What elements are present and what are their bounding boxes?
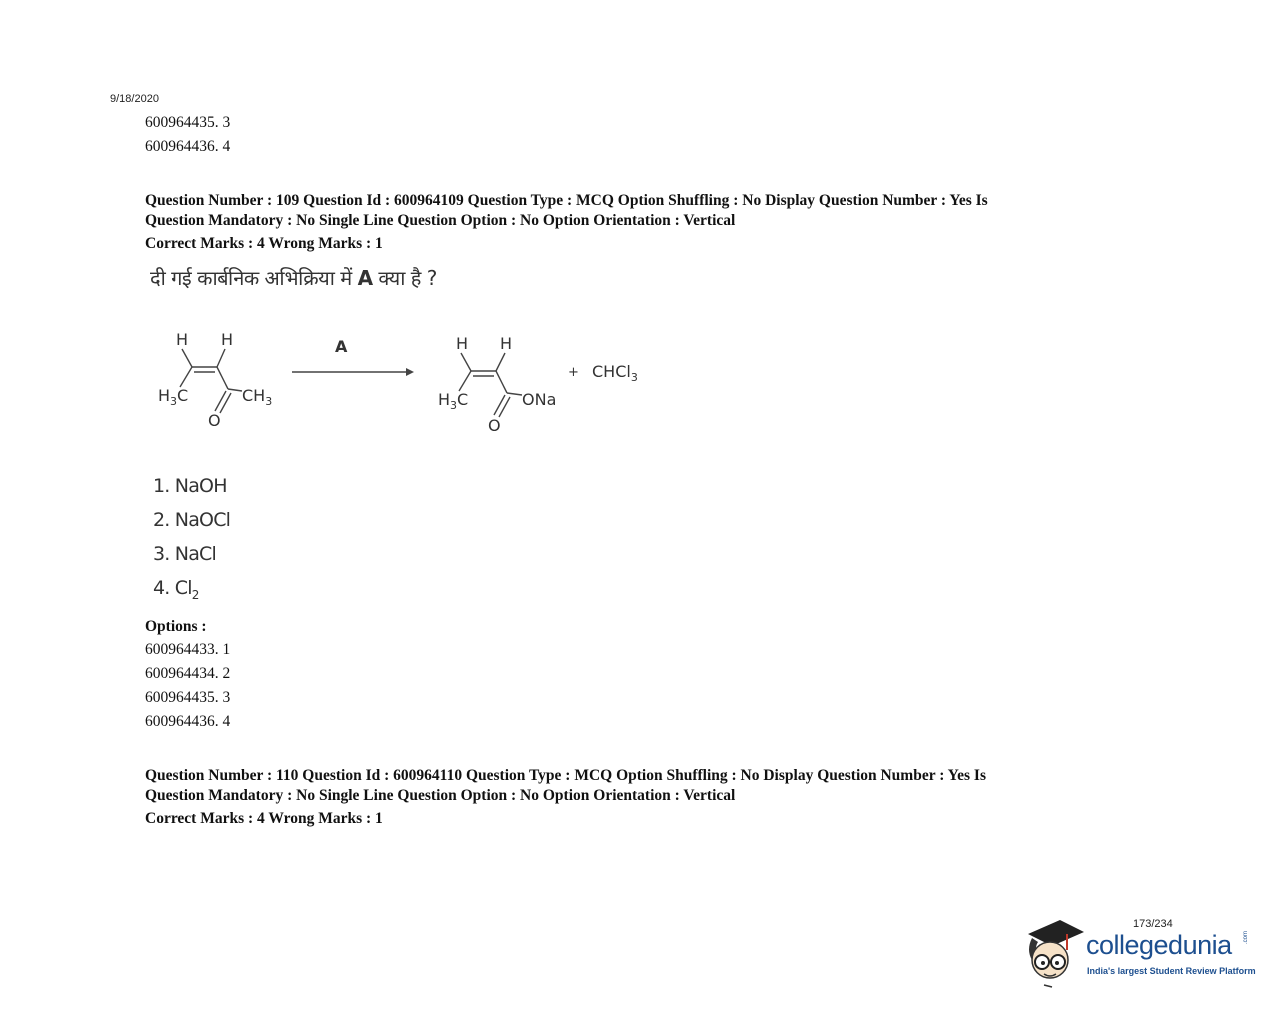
brand-tagline: India's largest Student Review Platform	[1087, 966, 1256, 976]
reactant-h3c: $H_3C$	[158, 386, 189, 408]
product-oxygen: O	[488, 416, 501, 435]
brand-logo-suffix: .com	[1243, 930, 1249, 944]
choice-2: 2. NaOCl	[153, 509, 231, 531]
q110-meta-line1: Question Number : 110 Question Id : 600964110 Question Type : MCQ Option Shuffling : No Display Question Number : Yes Is	[145, 767, 986, 784]
q109-question-text	[150, 264, 437, 291]
product-ona: ONa	[522, 390, 557, 409]
page-number: 173/234	[1133, 918, 1173, 930]
prev-option-4: 600964436. 4	[145, 138, 231, 155]
reactant-ch3: $CH_3$	[242, 386, 273, 408]
q110-marks: Correct Marks : 4 Wrong Marks : 1	[145, 810, 383, 827]
reactant-h-right: H	[221, 330, 234, 349]
q110-meta-line2: Question Mandatory : No Single Line Question Option : No Option Orientation : Vertical	[145, 787, 736, 804]
choice-3: 3. NaCl	[153, 543, 216, 565]
product-h3c: $H_3C$	[438, 390, 469, 412]
question-variable: A	[357, 266, 373, 290]
chcl3-byproduct: CHCl$_3$	[592, 362, 638, 384]
choice-1: 1. NaOH	[153, 475, 227, 497]
reactant-oxygen: O	[208, 411, 221, 430]
option-2: 600964434. 2	[145, 665, 231, 682]
reagent-label: A	[335, 337, 348, 356]
option-3: 600964435. 3	[145, 689, 231, 706]
print-date: 9/18/2020	[110, 93, 159, 105]
question-text-pre: दी गई कार्बनिक अभिक्रिया में	[150, 266, 358, 290]
plus-sign: +	[568, 365, 579, 380]
option-1: 600964433. 1	[145, 641, 231, 658]
q109-meta-line1: Question Number : 109 Question Id : 600964109 Question Type : MCQ Option Shuffling : No Display Question Number : Yes Is	[145, 192, 988, 209]
reactant-h-left: H	[176, 330, 189, 349]
q109-meta-line2: Question Mandatory : No Single Line Question Option : No Option Orientation : Vertical	[145, 212, 736, 229]
product-h-right: H	[500, 334, 513, 353]
reaction-arrow-head	[406, 368, 414, 376]
prev-option-3: 600964435. 3	[145, 114, 231, 131]
option-4: 600964436. 4	[145, 713, 231, 730]
question-text-post: क्या है ?	[372, 266, 437, 290]
brand-logo-text: collegedunia	[1086, 930, 1232, 960]
choice-4: 4. $Cl_2$	[153, 577, 199, 602]
q109-marks: Correct Marks : 4 Wrong Marks : 1	[145, 235, 383, 252]
reaction-scheme	[150, 325, 670, 440]
options-label: Options :	[145, 618, 207, 635]
product-h-left: H	[456, 334, 469, 353]
